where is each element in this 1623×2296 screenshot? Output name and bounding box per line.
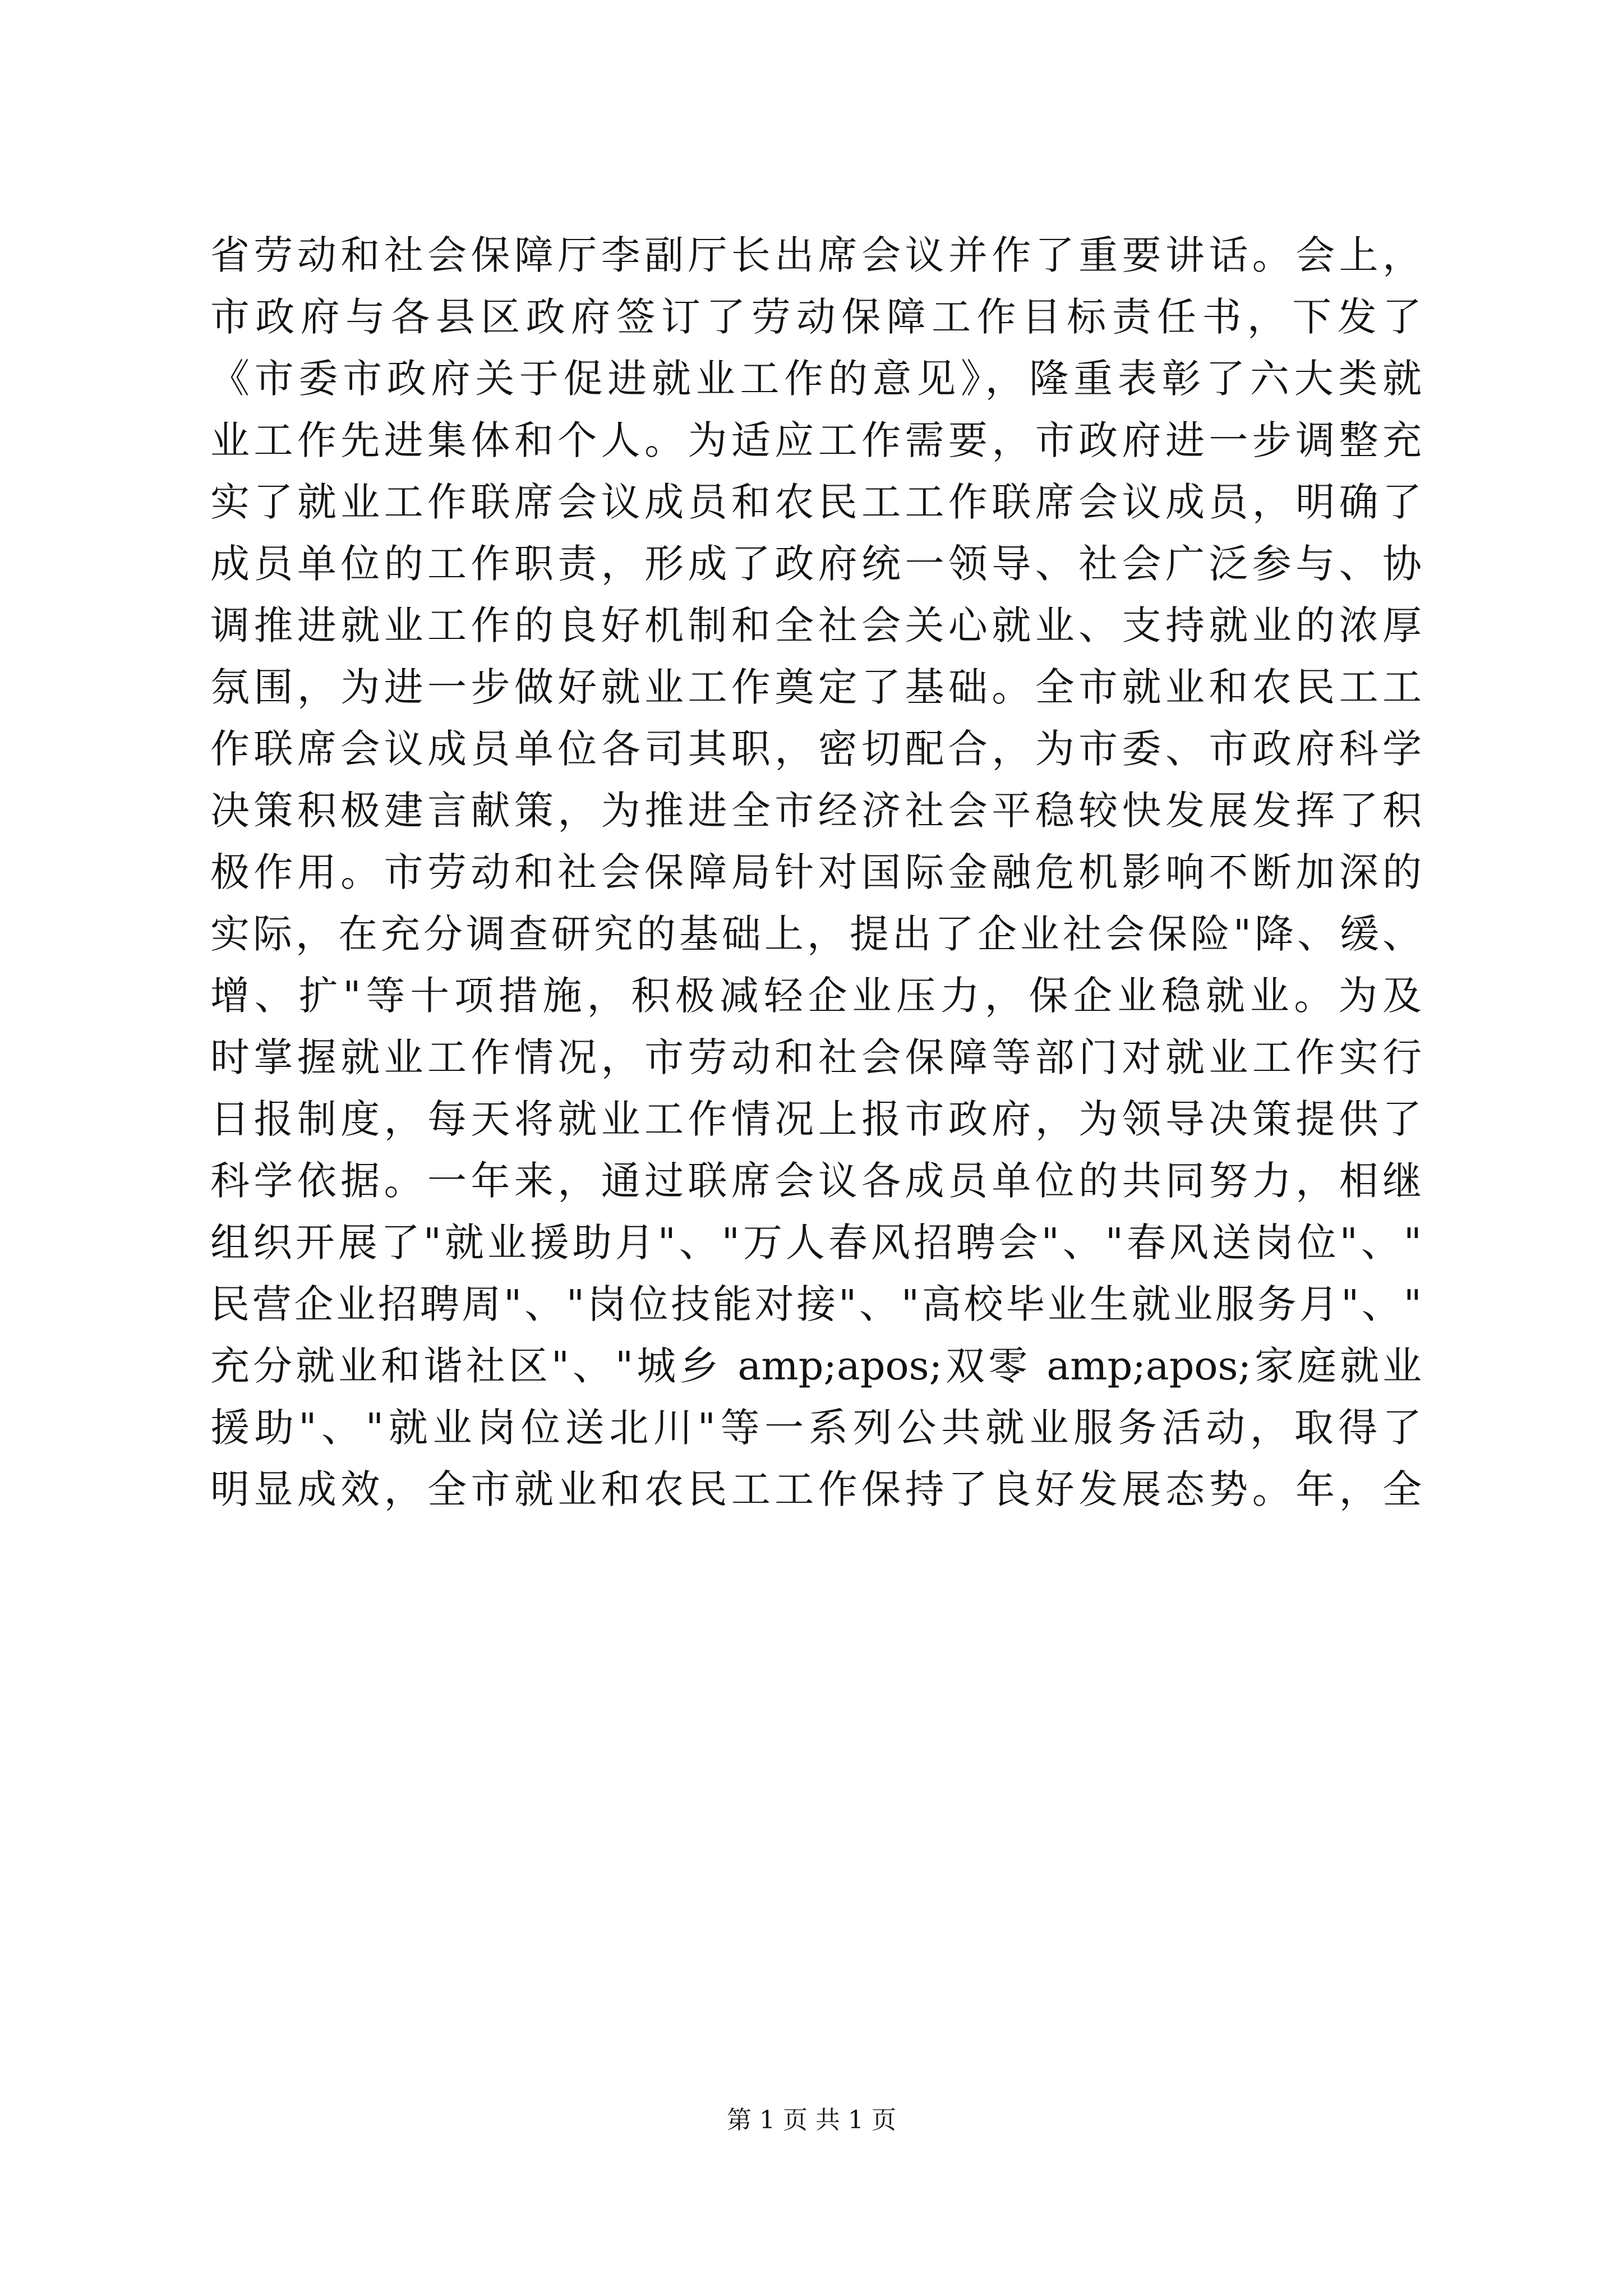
text-line: 作联席会议成员单位各司其职，密切配合，为市委、市政府科学 xyxy=(210,726,1422,772)
text-line: 时掌握就业工作情况，市劳动和社会保障等部门对就业工作实行 xyxy=(210,1034,1422,1080)
text-line: 科学依据。一年来，通过联席会议各成员单位的共同努力，相继 xyxy=(210,1158,1422,1204)
text-line: 成员单位的工作职责，形成了政府统一领导、社会广泛参与、协 xyxy=(210,541,1422,587)
text-line: 省劳动和社会保障厅李副厅长出席会议并作了重要讲话。会上， xyxy=(210,232,1422,278)
text-line: 民营企业招聘周"、"岗位技能对接"、"高校毕业生就业服务月"、" xyxy=(210,1281,1422,1327)
text-line: 援助"、"就业岗位送北川"等一系列公共就业服务活动，取得了 xyxy=(210,1405,1422,1451)
text-line: 实了就业工作联席会议成员和农民工工作联席会议成员，明确了 xyxy=(210,479,1422,525)
body-text xyxy=(210,224,1422,1520)
text-line: 实际，在充分调查研究的基础上，提出了企业社会保险"降、缓、 xyxy=(210,911,1422,957)
page-footer: 第 1 页 共 1 页 xyxy=(727,2106,896,2134)
text-line: 增、扩"等十项措施，积极减轻企业压力，保企业稳就业。为及 xyxy=(210,973,1422,1019)
text-line: 决策积极建言献策，为推进全市经济社会平稳较快发展发挥了积 xyxy=(210,788,1422,834)
text-line: 调推进就业工作的良好机制和全社会关心就业、支持就业的浓厚 xyxy=(210,602,1422,648)
text-line: 业工作先进集体和个人。为适应工作需要，市政府进一步调整充 xyxy=(210,417,1422,463)
text-line: 氛围，为进一步做好就业工作奠定了基础。全市就业和农民工工 xyxy=(210,664,1422,710)
text-line: 《市委市政府关于促进就业工作的意见》，隆重表彰了六大类就 xyxy=(210,356,1422,402)
text-line: 极作用。市劳动和社会保障局针对国际金融危机影响不断加深的 xyxy=(210,849,1422,895)
text-line: 日报制度，每天将就业工作情况上报市政府，为领导决策提供了 xyxy=(210,1096,1422,1142)
text-line: 充分就业和谐社区"、"城乡 amp;apos;双零 amp;apos;家庭就业 xyxy=(210,1343,1422,1389)
text-line: 市政府与各县区政府签订了劳动保障工作目标责任书，下发了 xyxy=(210,294,1422,340)
text-line: 组织开展了"就业援助月"、"万人春风招聘会"、"春风送岗位"、" xyxy=(210,1220,1422,1266)
text-line: 明显成效，全市就业和农民工工作保持了良好发展态势。年，全 xyxy=(210,1466,1422,1512)
